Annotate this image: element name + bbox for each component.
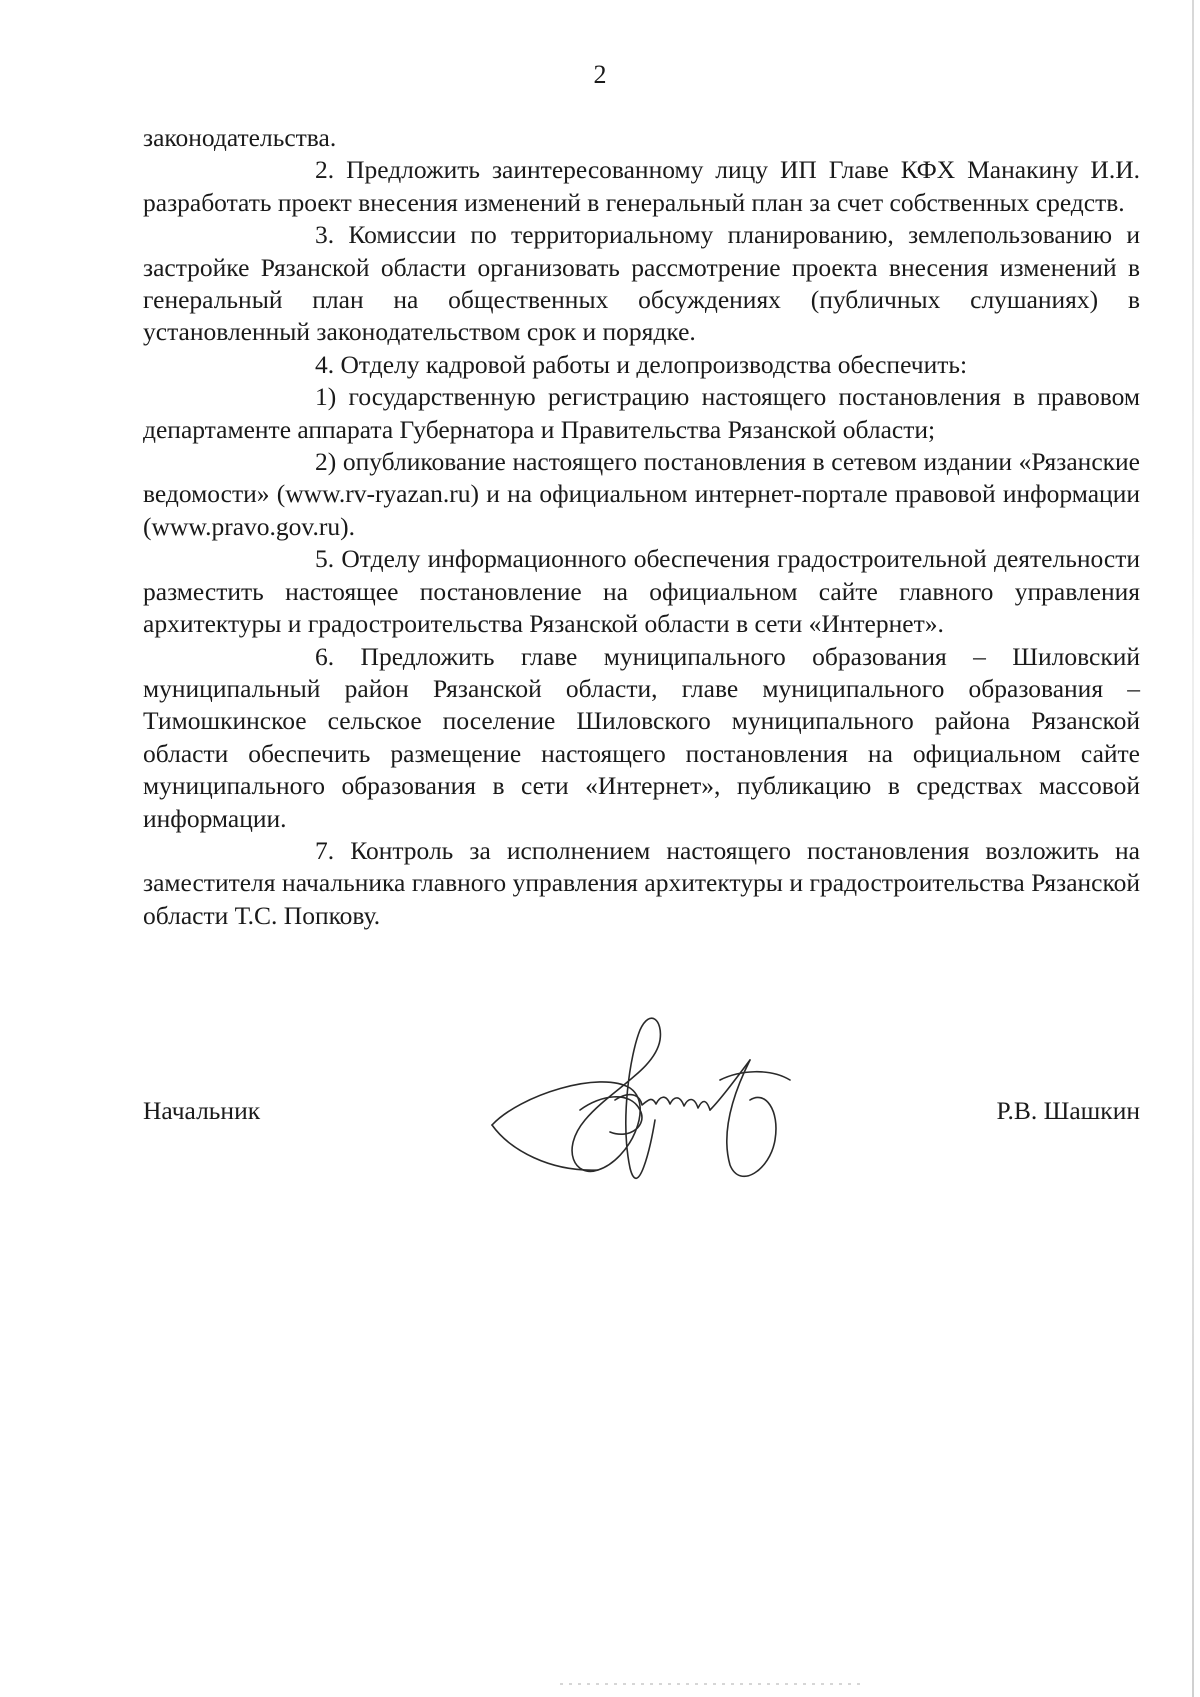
- item-number: 2): [315, 447, 337, 477]
- signatory-position: Начальник: [143, 1096, 261, 1125]
- scan-artifact: [560, 1683, 860, 1685]
- paragraph-subitem-1: 1) государственную регистрацию настоящего постановления в правовом департаменте аппарата Губернатора и Правительства Рязанской области;: [143, 382, 1141, 444]
- signature-block: [143, 1096, 1140, 1136]
- page-number: 2: [593, 60, 607, 89]
- paragraph-item-2: 2. Предложить заинтересованному лицу ИП Главе КФХ Манакину И.И. разработать проект внесения изменений в генеральный план за счет собственных средств.: [143, 155, 1141, 217]
- paragraph-0: законодательства.: [143, 123, 337, 152]
- paragraph-item-3: 3. Комиссии по территориальному планированию, землепользованию и застройке Рязанской области организовать рассмотрение проекта внесения изменений в генеральный план на общественных обсуждениях (публичных слушаниях) в установленный законодательством срок и порядке.: [143, 220, 1141, 347]
- item-number: 1): [315, 382, 337, 412]
- paragraph-item-6: 6. Предложить главе муниципального образования – Шиловский муниципальный район Рязанской области, главе муниципального образования – Тимошкинское сельское поселение Шиловского муниципального района Рязанской области обеспечить размещение настоящего постановления на официальном сайте муниципального образования в сети «Интернет», публикацию в средствах массовой информации.: [143, 641, 1141, 833]
- scan-edge-line: [1192, 0, 1194, 1697]
- item-number: 2.: [315, 155, 335, 185]
- item-number: 6.: [315, 641, 335, 671]
- item-number: 5.: [315, 544, 335, 574]
- signatory-name: Р.В. Шашкин: [996, 1096, 1140, 1125]
- item-number: 3.: [315, 220, 335, 250]
- paragraph-item-4: 4. Отделу кадровой работы и делопроизводства обеспечить:: [143, 349, 1140, 381]
- paragraph-subitem-2: 2) опубликование настоящего постановления в сетевом издании «Рязанские ведомости» (www.rv-ryazan.ru) и на официальном интернет-портале правовой информации (www.pravo.gov.ru).: [143, 447, 1140, 541]
- document-body: [143, 122, 1140, 932]
- paragraph-item-5: 5. Отделу информационного обеспечения градостроительной деятельности разместить настоящее постановление на официальном сайте главного управления архитектуры и градостроительства Рязанской области в сети «Интернет».: [143, 544, 1140, 639]
- paragraph-item-7: 7. Контроль за исполнением настоящего постановления возложить на заместителя начальника главного управления архитектуры и градостроительства Рязанской области Т.С. Попкову.: [143, 835, 1140, 930]
- item-number: 4.: [315, 349, 335, 379]
- item-number: 7.: [315, 835, 335, 865]
